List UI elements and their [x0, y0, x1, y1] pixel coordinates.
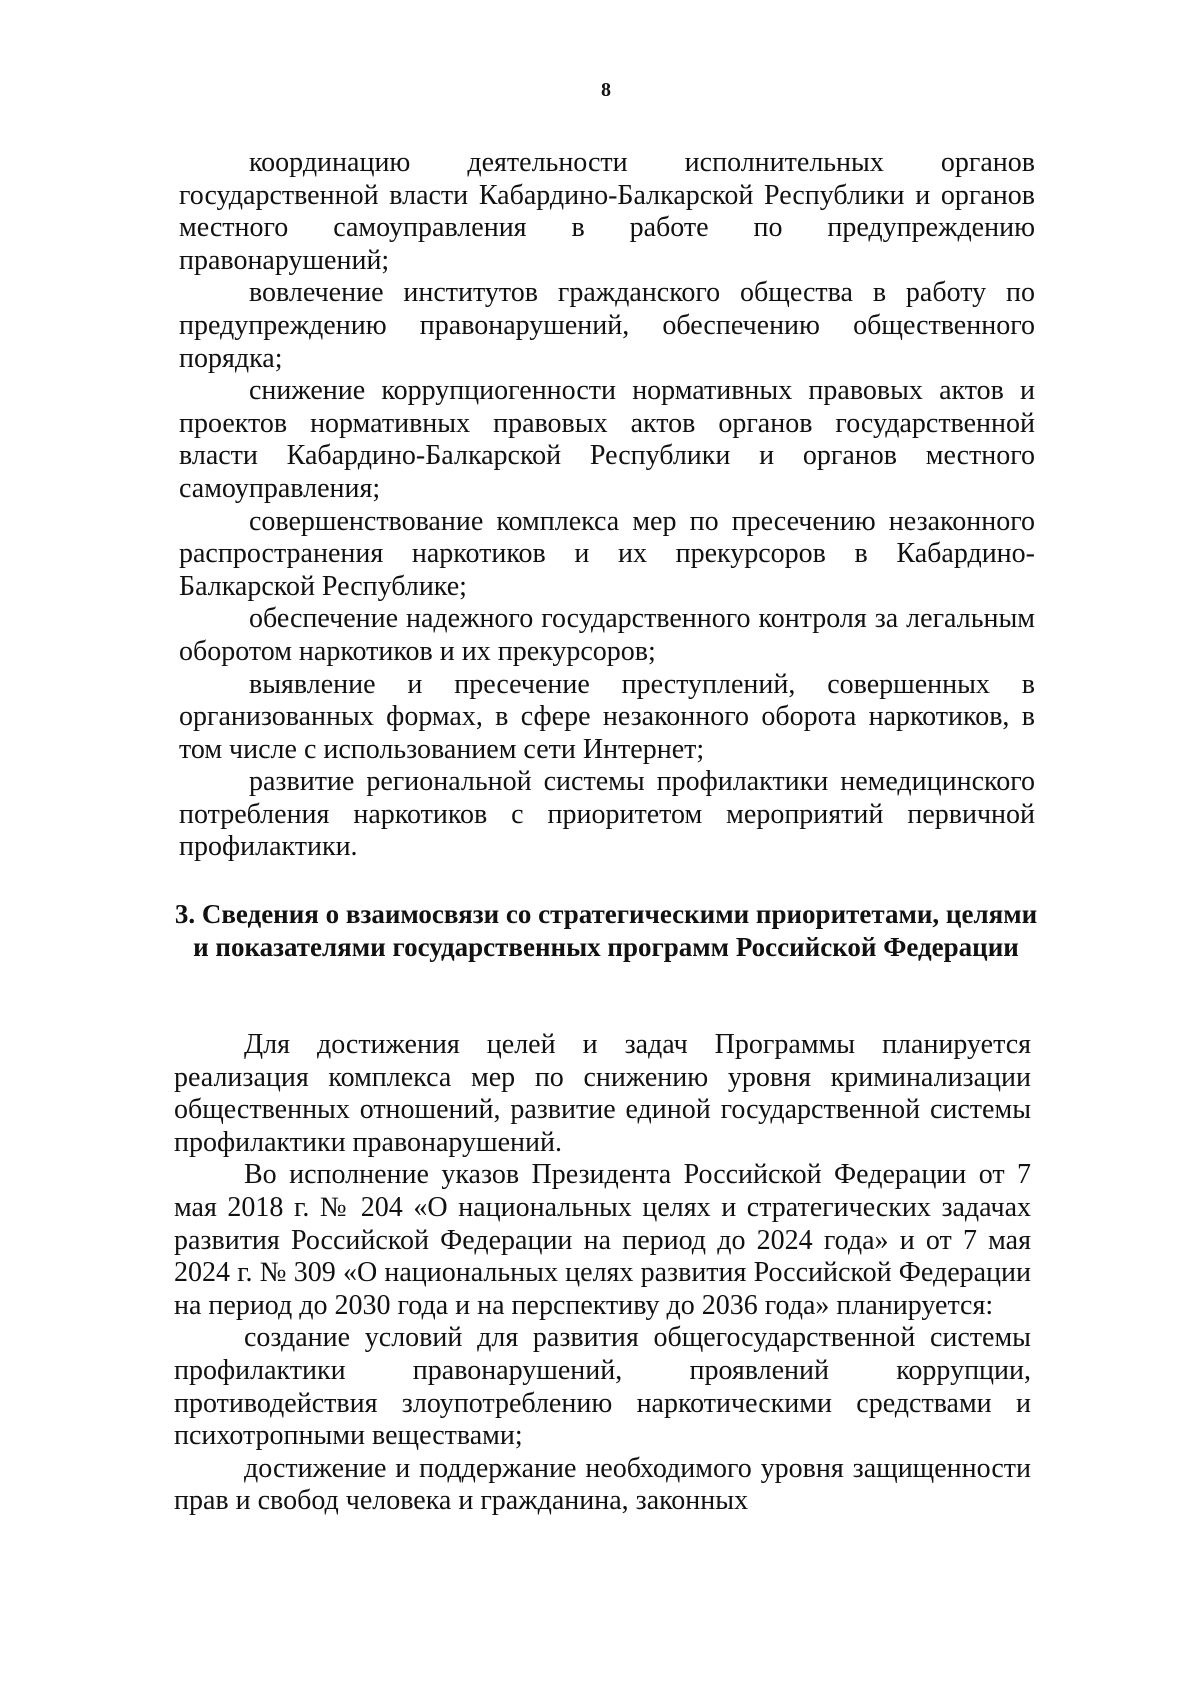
list-item-civil-society: вовлечение институтов гражданского общества в работу по предупреждению правонарушений, обеспечению общественного порядка;	[179, 277, 1035, 374]
list-item-organized-crime: выявление и пресечение преступлений, совершенных в организованных формах, в сфере незаконного оборота наркотиков, в том числе с использованием сети Интернет;	[179, 668, 1035, 765]
list-item-coordination: координацию деятельности исполнительных органов государственной власти Кабардино-Балкарской Республики и органов местного самоуправления в работе по предупреждению правонарушений;	[179, 147, 1035, 276]
list-item-rights-protection: достижение и поддержание необходимого уровня защищенности прав и свобод человека и гражданина, законных	[174, 1452, 1031, 1517]
list-item-drug-distribution: совершенствование комплекса мер по пресечению незаконного распространения наркотиков и их прекурсоров в Кабардино-Балкарской Республике;	[179, 505, 1035, 602]
section-heading: 3. Сведения о взаимосвязи со стратегическими приоритетами, целями и показателями государственных программ Российской Федерации	[174, 899, 1038, 962]
paragraph-goals: Для достижения целей и задач Программы планируется реализация комплекса мер по снижению уровня криминализации общественных отношений, развитие единой государственной системы профилактики правонарушений.	[174, 1029, 1031, 1158]
page-number: 8	[601, 79, 611, 101]
list-item-legal-circulation-control: обеспечение надежного государственного контроля за легальным оборотом наркотиков и их прекурсоров;	[179, 603, 1035, 667]
list-continuation	[179, 147, 1035, 864]
list-item-conditions: создание условий для развития общегосударственной системы профилактики правонарушений, проявлений коррупции, противодействия злоупотреблению наркотическими средствами и психотропными веществами;	[174, 1322, 1031, 1452]
section-body	[174, 1029, 1031, 1518]
paragraph-presidential-decrees: Во исполнение указов Президента Российской Федерации от 7 мая 2018 г. № 204 «О национальных целях и стратегических задачах развития Российской Федерации на период до 2024 года» и от 7 мая 2024 г. № 309 «О национальных целях развития Российской Федерации на период до 2030 года и на перспективу до 2036 года» планируется:	[174, 1159, 1031, 1321]
list-item-prevention-system: развитие региональной системы профилактики немедицинского потребления наркотиков с приоритетом мероприятий первичной профилактики.	[179, 766, 1035, 863]
list-item-corruption-risk: снижение коррупциогенности нормативных правовых актов и проектов нормативных правовых актов органов государственной власти Кабардино-Балкарской Республики и органов местного самоуправления;	[179, 375, 1035, 504]
